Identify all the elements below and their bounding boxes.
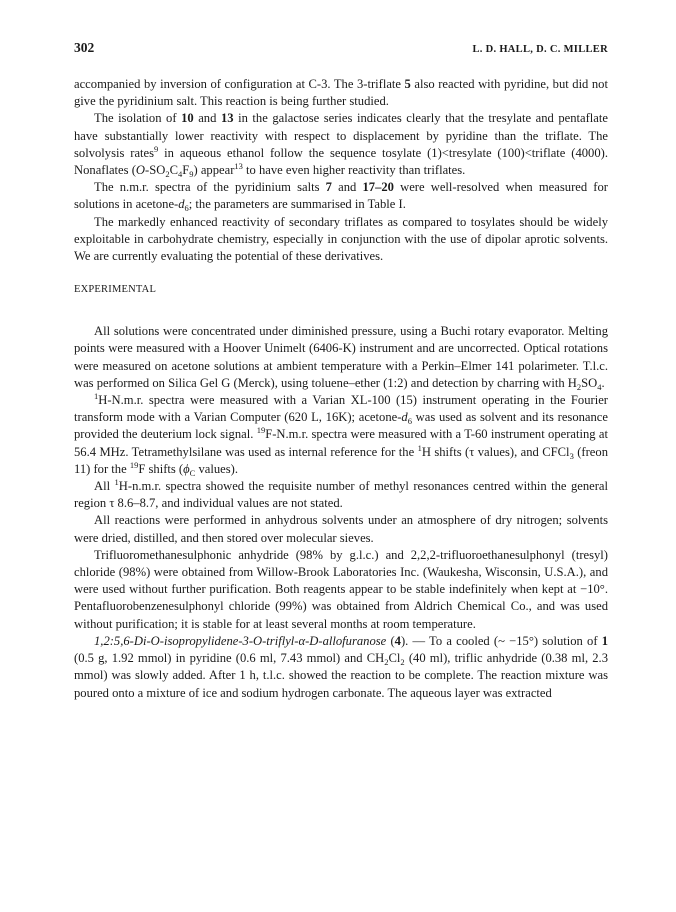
paragraph-reagents: Trifluoromethanesulphonic anhydride (98% by g.l.c.) and 2,2,2-trifluoroethanesulphonyl (tresyl) chloride (98%) were obtained from Willow-Brook Laboratories Inc. (Waukesha, Wisconsin, U.S.A.), and were used without further purification. Both reagents appear to be stable indefinitely when kept at −10°. Pentafluorobenzenesulphonyl chloride (99%) was obtained from Aldrich Chemical Co., and was used without purification; it is stable for at least several months at room temperature. (74, 547, 608, 631)
page-number: 302 (74, 40, 95, 55)
journal-page (74, 40, 608, 702)
running-head-authors: L. D. HALL, D. C. MILLER (472, 44, 608, 55)
section-heading-experimental: EXPERIMENTAL (74, 284, 157, 296)
paragraph-nmr-spectra: The n.m.r. spectra of the pyridinium salts 7 and 17–20 were well-resolved when measured for solutions in acetone-$d_6$; the parameters are summarised in Table I. (74, 180, 608, 214)
paragraph-compound-4-preparation: 1,2:5,6-Di-O-isopropylidene-3-O-triflyl-α-D-allofuranose (4). — To a cooled (~ −15°) solution of 1 (0.5 g, 1.92 mmol) in pyridine (0.6 ml, 7.43 mmol) and $CH_2Cl_2$ (40 ml), triflic anhydride (0.38 ml, 2.3 mmol) was slowly added. After 1 h, t.l.c. showed the reaction to be complete. The reaction mixture was poured onto a mixture of ice and sodium hydrogen carbonate. The aqueous layer was extracted (74, 633, 609, 700)
paragraph-anhydrous-conditions: All reactions were performed in anhydrous solvents under an atmosphere of dry nitrogen; solvents were dried, distilled, and then stored over molecular sieves. (74, 513, 608, 545)
paragraph-methyl-resonances: All $^1$H-n.m.r. spectra showed the requisite number of methyl resonances centred within the general region τ 8.6–8.7, and individual values are not stated. (74, 477, 608, 511)
paragraph-general-methods: All solutions were concentrated under diminished pressure, using a Buchi rotary evaporator. Melting points were measured with a Hoover Unimelt (6406-K) instrument and are uncorrected. Optical rotations were measured on acetone solutions at ambient temperature with a Perkin–Elmer 141 polarimeter. T.l.c. was performed on Silica Gel G (Merck), using toluene–ether (1:2) and detection by charring with $H_2SO_4$. (74, 324, 608, 392)
paragraph-galactose-series: The isolation of 10 and 13 in the galactose series indicates clearly that the tresylate and pentaflate have substantially lower reactivity with respect to displacement by pyridine than the triflate. The solvolysis rates$^9$ in aqueous ethanol follow the sequence tosylate (1)<tresylate (100)<triflate (4000). Nonaflates $(O-SO_2C_4F_9)$ appear$^{13}$ to have even higher reactivity than triflates. (74, 111, 608, 180)
running-head (74, 40, 608, 62)
paragraph-nmr-instruments: $^1$H-N.m.r. spectra were measured with a Varian XL-100 (15) instrument operating in the Fourier transform mode with a Varian Computer (620 L, 16K); acetone-$d_6$ was used as solvent and its resonance provided the deuterium lock signal. $^{19}$F-N.m.r. spectra were measured with a T-60 instrument operating at 56.4 MHz. Tetramethylsilane was used as internal reference for the $^1$H shifts (τ values), and CFCl$_3$ (freon 11) for the $^{19}$F shifts ($\phi_C$ values). (74, 391, 608, 478)
compound-title: 1,2:5,6-Di-O-isopropylidene-3-O-triflyl-α-D-allofuranose (94, 633, 387, 648)
paragraph-reactivity: The markedly enhanced reactivity of secondary triflates as compared to tosylates should be widely exploitable in carbohydrate chemistry, especially in conjunction with the use of dipolar aprotic solvents. We are currently evaluating the potential of these derivatives. (74, 214, 608, 264)
paragraph-inversion: accompanied by inversion of configuration at C-3. The 3-triflate 5 also reacted with pyridine, but did not give the pyridinium salt. This reaction is being further studied. (74, 77, 608, 109)
